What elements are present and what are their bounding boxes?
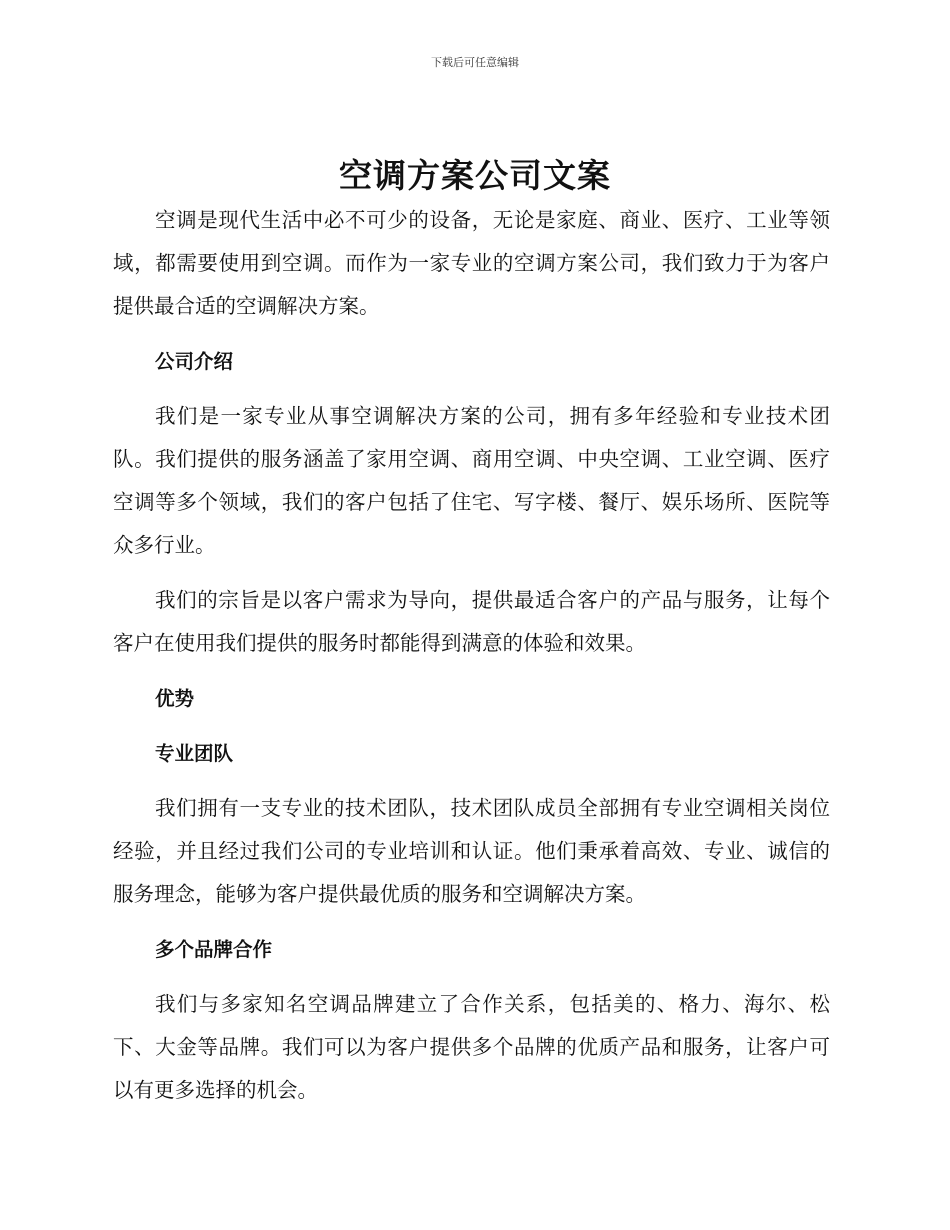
professional-team-heading: 专业团队 [155,742,234,765]
brand-partners-paragraph: 我们与多家知名空调品牌建立了合作关系，包括美的、格力、海尔、松下、大金等品牌。我们可以为客户提供多个品牌的优质产品和服务，让客户可以有更多选择的机会。 [113,992,830,1102]
company-intro-paragraph-1: 我们是一家专业从事空调解决方案的公司，拥有多年经验和专业技术团队。我们提供的服务涵盖了家用空调、商用空调、中央空调、工业空调、医疗空调等多个领域，我们的客户包括了住宅、写字楼、餐厅、娱乐场所、医院等众多行业。 [113,404,830,557]
brand-partners-heading: 多个品牌合作 [155,938,273,961]
document-body [113,199,830,1112]
header-note: 下载后可任意编辑 [431,56,519,69]
advantages-heading: 优势 [155,687,195,710]
professional-team-paragraph: 我们拥有一支专业的技术团队，技术团队成员全部拥有专业空调相关岗位经验，并且经过我们公司的专业培训和认证。他们秉承着高效、专业、诚信的服务理念，能够为客户提供最优质的服务和空调解决方案。 [113,796,830,906]
company-intro-paragraph-2: 我们的宗旨是以客户需求为导向，提供最适合客户的产品与服务，让每个客户在使用我们提供的服务时都能得到满意的体验和效果。 [113,588,830,655]
document-title: 空调方案公司文案 [339,156,611,195]
company-intro-heading: 公司介绍 [155,350,234,373]
intro-paragraph: 空调是现代生活中必不可少的设备，无论是家庭、商业、医疗、工业等领域，都需要使用到空调。而作为一家专业的空调方案公司，我们致力于为客户提供最合适的空调解决方案。 [113,208,830,318]
